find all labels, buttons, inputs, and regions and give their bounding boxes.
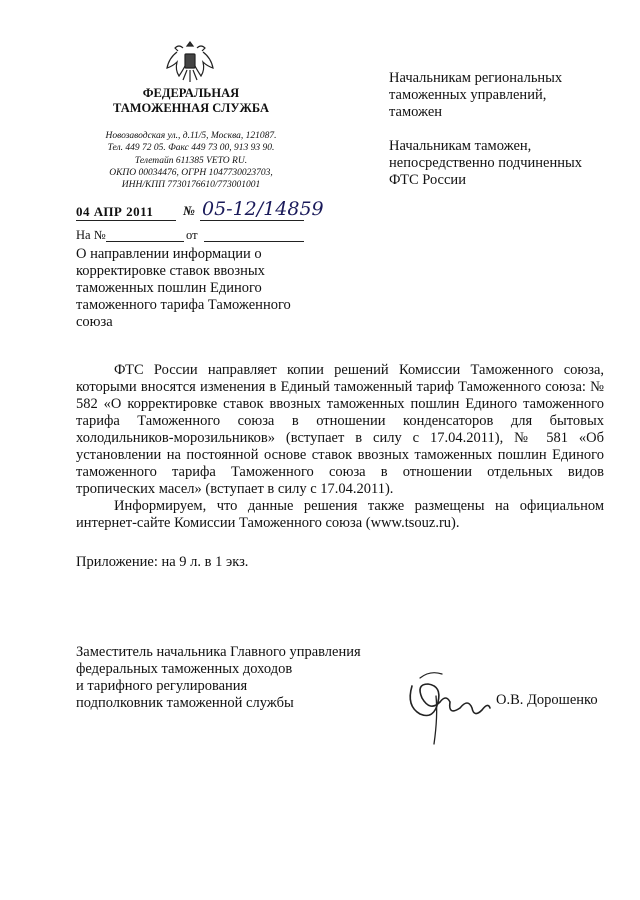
handwritten-signature bbox=[402, 656, 497, 748]
reply-from-date-line bbox=[204, 241, 304, 242]
reply-from-label: от bbox=[186, 228, 198, 242]
teletype: Телетайп 611385 VETO RU. bbox=[134, 155, 248, 166]
letter-subject: О направлении информации о корректировке ставок ввозных таможенных пошлин Единого таможенного тарифа Таможенного союза bbox=[76, 246, 291, 330]
registration-number: 05-12/14859 bbox=[202, 198, 324, 220]
attachment-note: Приложение: на 9 л. в 1 экз. bbox=[76, 554, 249, 570]
phone-fax: Тел. 449 72 05. Факс 449 73 00, 913 93 90. bbox=[107, 143, 275, 154]
addressee-group-1 bbox=[389, 70, 619, 121]
reply-to-number-line bbox=[106, 241, 184, 242]
registration-date: 04 АПР 2011 bbox=[76, 204, 154, 219]
addressee-line: таможен bbox=[389, 104, 443, 120]
signature-position-block bbox=[76, 644, 396, 712]
double-headed-eagle-emblem-icon bbox=[163, 38, 217, 86]
reply-to-label: На № bbox=[76, 228, 106, 242]
addressee-line: Начальникам таможен, bbox=[389, 138, 532, 154]
inn-kpp: ИНН/КПП 7730176610/773001001 bbox=[121, 180, 261, 191]
body-paragraph-1: ФТС России направляет копии решений Комиссии Таможенного союза, которыми вносятся изменения в Единый таможенный тариф Таможенного союза: № 582 «О корректировке ставок ввозных таможенных пошлин Единого таможенного тарифа Таможенного союза в отношении конденсаторов для бытовых холодильников-морозильников» (вступает в силу с 17.04.2011), № 581 «Об установлении на постоянной основе ставок ввозных таможенных пошлин Единого таможенного тарифа Таможенного союза в отношении отдельных видов тропических масел» (вступает в силу с 17.04.2011). bbox=[76, 362, 604, 497]
organization-name-line2: ТАМОЖЕННАЯ СЛУЖБА bbox=[113, 101, 269, 115]
addressee-line: ФТС России bbox=[389, 172, 466, 188]
organization-name bbox=[80, 86, 302, 116]
addressee-line: непосредственно подчиненных bbox=[389, 155, 582, 171]
addressee-block bbox=[389, 70, 619, 206]
address: Новозаводская ул., д.11/5, Москва, 121087. bbox=[105, 131, 277, 141]
registration-date-underline bbox=[76, 220, 176, 221]
registration-number-label: № bbox=[183, 203, 195, 218]
position-line: федеральных таможенных доходов bbox=[76, 661, 293, 677]
organization-contacts bbox=[80, 130, 302, 191]
body-paragraph-2: Информируем, что данные решения также размещены на официальном интернет-сайте Комиссии Таможенного союза (www.tsouz.ru). bbox=[76, 498, 604, 531]
addressee-line: Начальникам региональных bbox=[389, 70, 563, 86]
addressee-line: таможенных управлений, bbox=[389, 87, 547, 103]
position-line: Заместитель начальника Главного управления bbox=[76, 644, 361, 660]
signer-name: О.В. Дорошенко bbox=[496, 692, 598, 708]
position-line: и тарифного регулирования bbox=[76, 678, 248, 694]
position-line: подполковник таможенной службы bbox=[76, 695, 294, 711]
okpo-ogrn: ОКПО 00034476, ОГРН 1047730023703, bbox=[109, 167, 273, 178]
organization-name-line1: ФЕДЕРАЛЬНАЯ bbox=[142, 86, 240, 100]
letter-body bbox=[76, 362, 604, 532]
registration-number-underline bbox=[200, 220, 304, 221]
addressee-group-2 bbox=[389, 138, 619, 189]
